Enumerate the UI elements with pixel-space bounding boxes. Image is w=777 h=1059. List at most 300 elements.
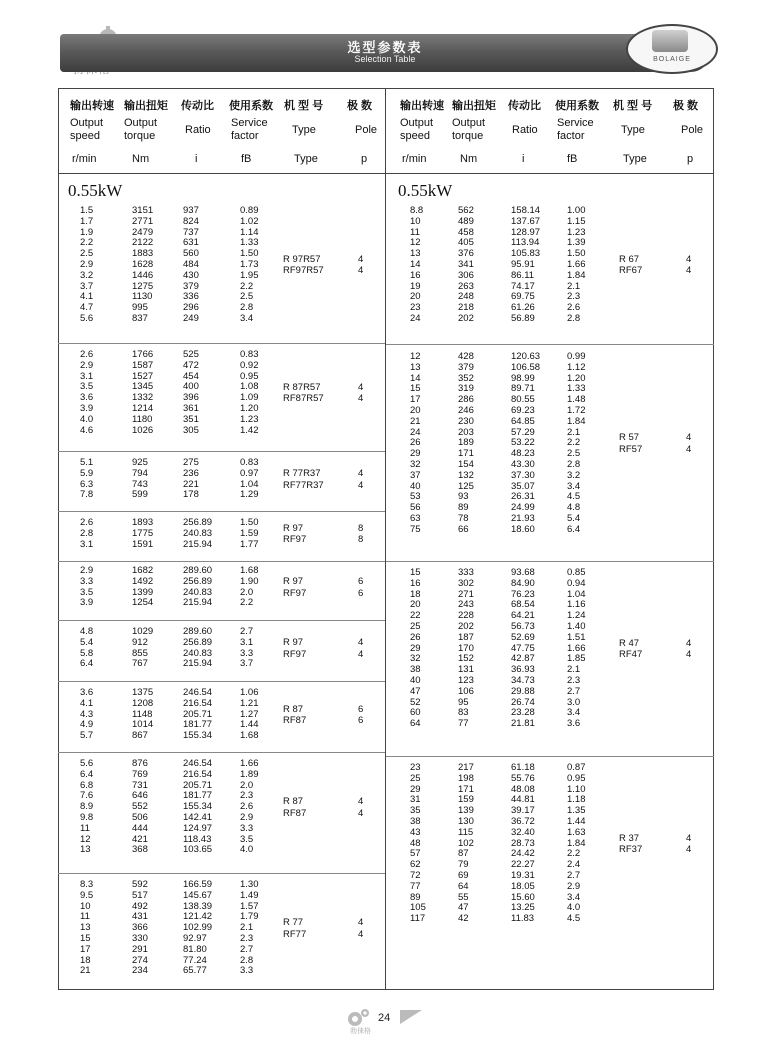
column-header-cn: 使用系数	[229, 100, 273, 112]
cell-torque: 2771	[132, 215, 154, 227]
column-speed	[410, 568, 421, 730]
cell-sf: 1.68	[240, 565, 259, 576]
cell-ratio: 52.69	[511, 631, 535, 643]
column-sf	[567, 352, 586, 536]
model-type-line: R 77R37	[283, 468, 321, 480]
cell-ratio: 240.83	[183, 527, 213, 539]
cell-sf: 1.44	[567, 815, 586, 827]
column-header-cn: 使用系数	[555, 100, 599, 112]
cell-sf: 1.16	[567, 599, 586, 611]
cell-torque: 203	[458, 426, 474, 438]
cell-sf: 2.7	[567, 685, 581, 697]
group-separator	[58, 343, 385, 344]
pole-value: 8	[358, 522, 364, 534]
model-type-line: RF67	[619, 265, 643, 277]
column-header-unit: Type	[623, 153, 647, 165]
column-speed	[80, 880, 93, 977]
cell-speed: 4.8	[80, 626, 94, 637]
cell-speed: 2.9	[80, 258, 94, 270]
cell-ratio: 15.60	[511, 891, 535, 903]
cell-sf: 2.5	[240, 291, 254, 303]
cell-speed: 12	[410, 351, 421, 362]
cell-ratio: 256.89	[183, 517, 213, 528]
cell-sf: 0.92	[240, 359, 259, 371]
column-header-en: Type	[292, 124, 316, 136]
cell-ratio: 95.91	[511, 258, 535, 270]
cell-torque: 187	[458, 631, 474, 643]
column-torque	[458, 763, 474, 925]
column-sf	[567, 568, 586, 730]
model-type-line: RF57	[619, 443, 643, 455]
cell-ratio: 454	[183, 370, 199, 382]
cell-ratio: 32.40	[511, 826, 535, 838]
cell-ratio: 336	[183, 291, 199, 303]
cell-ratio: 216.54	[183, 768, 213, 780]
cell-torque: 42	[458, 913, 469, 925]
column-sf	[240, 518, 259, 550]
model-type-line: RF47	[619, 649, 643, 660]
cell-torque: 444	[132, 822, 148, 834]
cell-ratio: 400	[183, 381, 199, 393]
cell-torque: 405	[458, 237, 474, 249]
cell-ratio: 39.17	[511, 805, 535, 817]
column-torque	[132, 627, 153, 670]
cell-sf: 2.2	[567, 437, 581, 449]
column-header-en: Output speed	[70, 117, 104, 142]
cell-ratio: 113.94	[511, 237, 540, 249]
cell-torque: 286	[458, 394, 474, 406]
cell-ratio: 69.23	[511, 404, 535, 416]
cell-speed: 2.9	[80, 359, 94, 371]
cell-speed: 8.3	[80, 879, 94, 890]
cell-speed: 32	[410, 458, 421, 470]
cell-ratio: 120.63	[511, 351, 541, 362]
cell-ratio: 23.28	[511, 707, 535, 719]
column-header-en: Output speed	[400, 117, 434, 142]
column-torque	[132, 350, 153, 436]
column-header-cn: 输出转速	[70, 100, 114, 112]
cell-speed: 6.8	[80, 779, 94, 791]
column-header-cn: 传动比	[508, 100, 541, 112]
cell-speed: 18	[410, 588, 421, 600]
cell-speed: 1.7	[80, 215, 94, 227]
cell-speed: 8.9	[80, 801, 94, 813]
pole-value: 6	[358, 703, 364, 715]
model-type-line: R 97R57	[283, 253, 321, 265]
cell-ratio: 36.72	[511, 815, 535, 827]
model-type-line: R 97	[283, 522, 304, 534]
cell-speed: 3.9	[80, 402, 94, 414]
pole-value: 4	[358, 928, 364, 940]
cell-speed: 16	[410, 577, 421, 589]
model-type-line: R 57	[619, 432, 640, 444]
cell-ratio: 118.43	[183, 833, 212, 845]
cell-speed: 15	[410, 567, 421, 578]
cell-ratio: 361	[183, 402, 199, 414]
cell-ratio: 215.94	[183, 658, 213, 670]
cell-speed: 10	[80, 900, 91, 912]
pole-value: 4	[686, 265, 692, 277]
pole-value: 4	[358, 468, 364, 480]
cell-ratio: 22.27	[511, 859, 535, 871]
cell-ratio: 35.07	[511, 480, 535, 492]
column-torque	[458, 206, 474, 325]
cell-torque: 159	[458, 794, 474, 806]
cell-torque: 925	[132, 457, 148, 468]
model-type	[283, 254, 324, 277]
cell-torque: 89	[458, 502, 469, 514]
cell-ratio: 89.71	[511, 383, 535, 395]
column-ratio	[183, 880, 212, 977]
column-ratio	[183, 206, 199, 325]
cell-ratio: 106.58	[511, 361, 541, 373]
cell-torque: 646	[132, 790, 148, 802]
cell-speed: 7.6	[80, 790, 94, 802]
cell-speed: 3.2	[80, 269, 94, 281]
pole-value: 4	[358, 393, 364, 405]
cell-sf: 3.4	[240, 312, 254, 324]
cell-ratio: 56.89	[511, 312, 535, 324]
cell-speed: 72	[410, 869, 421, 881]
cell-torque: 263	[458, 280, 474, 292]
cell-speed: 117	[410, 913, 426, 925]
cell-sf: 0.89	[240, 205, 259, 216]
cell-sf: 1.50	[240, 517, 259, 528]
cell-speed: 3.3	[80, 575, 94, 587]
column-header-en: Service factor	[231, 117, 268, 142]
cell-torque: 152	[458, 653, 474, 665]
cell-speed: 63	[410, 512, 421, 524]
cell-ratio: 61.18	[511, 762, 535, 773]
cell-ratio: 181.77	[183, 790, 213, 802]
cell-sf: 2.9	[567, 880, 581, 892]
cell-sf: 2.1	[240, 922, 254, 934]
cell-ratio: 246.54	[183, 758, 213, 769]
column-ratio	[183, 518, 212, 550]
cell-sf: 1.23	[567, 226, 586, 238]
cell-sf: 3.7	[240, 658, 254, 670]
cell-torque: 246	[458, 404, 474, 416]
cell-torque: 3151	[132, 205, 154, 216]
cell-torque: 794	[132, 467, 148, 479]
cell-torque: 376	[458, 248, 474, 260]
cell-torque: 1682	[132, 565, 154, 576]
column-ratio	[183, 350, 199, 436]
cell-sf: 1.48	[567, 394, 586, 406]
cell-speed: 38	[410, 815, 421, 827]
cell-speed: 25	[410, 772, 421, 784]
column-speed	[80, 206, 93, 325]
column-torque	[132, 759, 148, 856]
column-sf	[240, 206, 259, 325]
cell-sf: 3.6	[567, 718, 581, 730]
cell-torque: 1130	[132, 291, 153, 303]
cell-ratio: 81.80	[183, 943, 207, 955]
cell-speed: 8.8	[410, 205, 424, 216]
cell-sf: 1.49	[240, 889, 259, 901]
cell-speed: 11	[80, 822, 90, 834]
cell-sf: 4.5	[567, 491, 581, 503]
cell-speed: 29	[410, 448, 421, 460]
cell-sf: 1.39	[567, 237, 586, 249]
cell-torque: 55	[458, 891, 469, 903]
cell-sf: 1.27	[240, 708, 259, 720]
cell-speed: 21	[80, 965, 91, 977]
cell-ratio: 256.89	[183, 636, 213, 648]
cell-ratio: 48.23	[511, 448, 535, 460]
cell-sf: 2.7	[567, 869, 581, 881]
cell-speed: 64	[410, 718, 421, 730]
cell-ratio: 166.59	[183, 879, 213, 890]
column-header-cn: 输出转速	[400, 100, 444, 112]
cell-torque: 1766	[132, 349, 154, 360]
cell-sf: 1.15	[567, 215, 586, 227]
selection-table	[58, 88, 714, 990]
cell-torque: 458	[458, 226, 474, 238]
cell-speed: 23	[410, 762, 421, 773]
column-sf	[240, 566, 259, 609]
cell-speed: 26	[410, 631, 421, 643]
column-header-en: Type	[621, 124, 645, 136]
cell-ratio: 155.34	[183, 730, 213, 742]
cell-torque: 837	[132, 312, 148, 324]
cell-ratio: 155.34	[183, 801, 213, 813]
cell-speed: 23	[410, 302, 421, 314]
column-ratio	[511, 568, 535, 730]
model-type-line: RF37	[619, 844, 643, 855]
cell-ratio: 102.99	[183, 922, 213, 934]
cell-ratio: 86.11	[511, 269, 535, 281]
cell-ratio: 221	[183, 478, 199, 490]
cell-ratio: 145.67	[183, 889, 213, 901]
cell-torque: 170	[458, 642, 474, 654]
pole-value: 4	[358, 796, 364, 808]
cell-torque: 217	[458, 762, 474, 773]
cell-sf: 1.08	[240, 381, 259, 393]
cell-torque: 431	[132, 911, 148, 923]
cell-sf: 3.4	[567, 480, 581, 492]
column-speed	[80, 627, 93, 670]
cell-torque: 125	[458, 480, 474, 492]
cell-sf: 2.1	[567, 664, 581, 676]
cell-sf: 1.57	[240, 900, 259, 912]
cell-torque: 77	[458, 718, 469, 730]
cell-ratio: 47.75	[511, 642, 535, 654]
cell-sf: 1.18	[567, 794, 586, 806]
cell-torque: 271	[458, 588, 474, 600]
cell-speed: 11	[410, 226, 420, 238]
model-type	[283, 468, 324, 491]
footer-arrow-icon	[400, 1010, 422, 1024]
cell-ratio: 80.55	[511, 394, 535, 406]
pole-count	[358, 917, 363, 940]
pole-value: 4	[686, 637, 692, 649]
model-type-line: RF97R57	[283, 265, 324, 277]
cell-ratio: 98.99	[511, 372, 535, 384]
cell-sf: 1.84	[567, 415, 586, 427]
cell-ratio: 824	[183, 215, 199, 227]
cell-speed: 13	[80, 922, 91, 934]
model-type	[619, 254, 642, 277]
cell-sf: 1.44	[240, 719, 259, 731]
cell-sf: 2.3	[567, 674, 581, 686]
cell-speed: 14	[410, 372, 421, 384]
cell-ratio: 76.23	[511, 588, 535, 600]
cell-torque: 228	[458, 610, 474, 622]
cell-sf: 1.79	[240, 911, 259, 923]
cell-torque: 1254	[132, 597, 154, 609]
cell-speed: 11	[80, 911, 90, 923]
cell-sf: 1.40	[567, 620, 586, 632]
cell-sf: 1.66	[567, 642, 586, 654]
column-speed	[80, 458, 93, 501]
pole-count	[358, 796, 363, 819]
pole-value: 4	[686, 432, 692, 444]
cell-torque: 131	[458, 664, 474, 676]
pole-count	[358, 382, 363, 405]
cell-torque: 1214	[132, 402, 154, 414]
group-separator	[58, 561, 385, 562]
cell-ratio: 484	[183, 258, 199, 270]
group-separator	[386, 756, 714, 757]
cell-sf: 2.2	[567, 848, 581, 860]
cell-ratio: 351	[183, 413, 199, 425]
footer-logo-text: 勃徕格	[350, 1028, 371, 1035]
cell-speed: 5.6	[80, 312, 94, 324]
cell-torque: 1775	[132, 527, 154, 539]
model-type	[283, 382, 324, 405]
cell-ratio: 215.94	[183, 538, 213, 550]
cell-speed: 4.1	[80, 697, 94, 709]
cell-speed: 22	[410, 610, 421, 622]
cell-speed: 2.8	[80, 527, 94, 539]
cell-torque: 47	[458, 902, 469, 914]
cell-speed: 29	[410, 642, 421, 654]
model-type-line: R 47	[619, 637, 640, 649]
cell-torque: 379	[458, 361, 474, 373]
cell-speed: 3.1	[80, 370, 94, 382]
cell-torque: 132	[458, 469, 474, 481]
cell-speed: 3.1	[80, 538, 94, 550]
cell-speed: 10	[410, 215, 421, 227]
cell-torque: 106	[458, 685, 474, 697]
cell-ratio: 48.08	[511, 783, 535, 795]
cell-speed: 48	[410, 837, 421, 849]
column-header-unit: i	[195, 153, 198, 165]
cell-torque: 743	[132, 478, 148, 490]
cell-torque: 876	[132, 758, 148, 769]
cell-ratio: 216.54	[183, 697, 213, 709]
column-torque	[132, 518, 153, 550]
pole-count	[358, 637, 363, 660]
pole-value: 8	[358, 534, 364, 546]
cell-sf: 1.14	[240, 226, 259, 238]
page-title: 选型参数表	[347, 40, 423, 55]
cell-ratio: 26.31	[511, 491, 535, 503]
column-ratio	[511, 206, 540, 325]
cell-sf: 1.50	[240, 248, 259, 260]
cell-speed: 18	[80, 954, 91, 966]
column-header-unit: i	[522, 153, 525, 165]
cell-ratio: 64.85	[511, 415, 535, 427]
column-sf	[240, 688, 259, 742]
cell-speed: 12	[410, 237, 421, 249]
cell-sf: 0.87	[567, 762, 586, 773]
cell-speed: 5.9	[80, 467, 94, 479]
cell-sf: 1.33	[240, 237, 259, 249]
cell-torque: 333	[458, 567, 474, 578]
column-sf	[240, 627, 253, 670]
model-type-line: R 87	[283, 703, 304, 715]
cell-ratio: 737	[183, 226, 199, 238]
column-speed	[80, 688, 93, 742]
column-header-unit: fB	[241, 153, 252, 165]
cell-speed: 13	[410, 248, 421, 260]
cell-sf: 2.3	[240, 932, 254, 944]
cell-ratio: 240.83	[183, 647, 213, 659]
cell-torque: 1628	[132, 258, 154, 270]
model-type-line: R 97	[283, 637, 304, 649]
column-header-cn: 输出扭矩	[124, 100, 168, 112]
cell-torque: 202	[458, 620, 474, 632]
cell-sf: 2.1	[567, 280, 581, 292]
cell-sf: 0.97	[240, 467, 259, 479]
page-number: 24	[378, 1012, 391, 1024]
group-separator	[386, 561, 714, 562]
power-label-left: 0.55kW	[68, 181, 123, 200]
cell-torque: 1591	[132, 538, 154, 550]
cell-sf: 2.8	[240, 302, 254, 314]
model-type-line: RF97	[283, 534, 307, 546]
cell-ratio: 937	[183, 205, 199, 216]
cell-torque: 202	[458, 312, 474, 324]
cell-speed: 105	[410, 902, 426, 914]
cell-speed: 14	[410, 258, 421, 270]
cell-speed: 4.6	[80, 424, 94, 436]
cell-sf: 1.12	[567, 361, 586, 373]
cell-speed: 37	[410, 469, 421, 481]
cell-speed: 40	[410, 480, 421, 492]
model-type	[283, 917, 306, 940]
cell-ratio: 53.22	[511, 437, 535, 449]
column-speed	[80, 566, 93, 609]
model-type-line: R 67	[619, 253, 640, 265]
pole-value: 4	[358, 807, 364, 819]
cell-sf: 1.89	[240, 768, 259, 780]
cell-speed: 17	[80, 943, 91, 955]
cell-speed: 6.4	[80, 768, 94, 780]
cell-speed: 1.9	[80, 226, 94, 238]
cell-torque: 218	[458, 302, 474, 314]
column-header-unit: fB	[567, 153, 578, 165]
cell-sf: 3.4	[567, 707, 581, 719]
cell-speed: 2.5	[80, 248, 94, 260]
column-sf	[240, 458, 259, 501]
group-separator	[58, 873, 385, 874]
cell-ratio: 26.74	[511, 696, 535, 708]
column-torque	[132, 880, 148, 977]
group-separator	[58, 752, 385, 753]
cell-torque: 83	[458, 707, 469, 719]
column-header-en: Output torque	[124, 117, 158, 142]
cell-sf: 2.7	[240, 626, 254, 637]
cell-ratio: 18.60	[511, 523, 535, 535]
column-torque	[458, 568, 474, 730]
model-type-line: RF77	[283, 928, 307, 940]
cell-torque: 1345	[132, 381, 154, 393]
cell-speed: 4.1	[80, 291, 94, 303]
cell-torque: 198	[458, 772, 474, 784]
